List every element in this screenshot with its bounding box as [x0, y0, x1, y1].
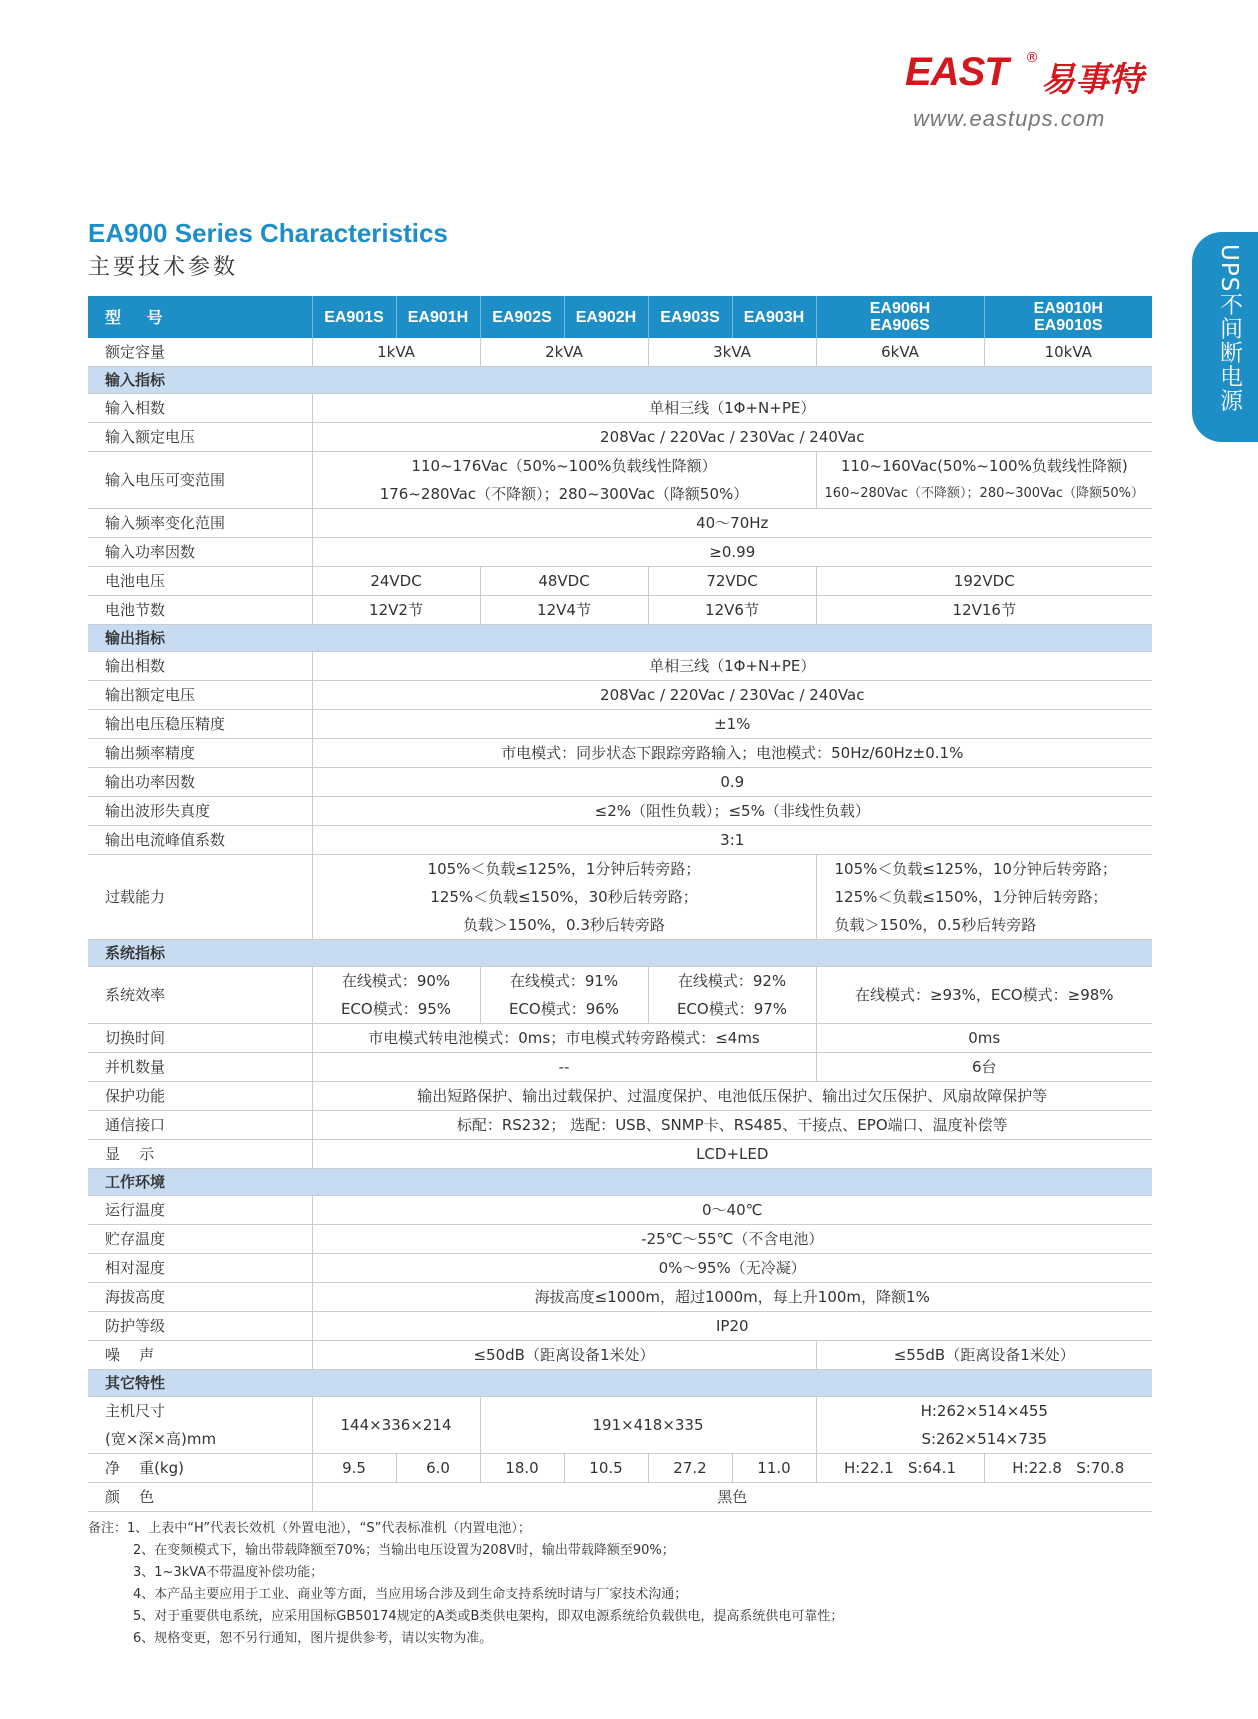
side-category-label: UPS不间断电源 — [1216, 244, 1242, 413]
model-10s: EA9010S — [1034, 317, 1103, 334]
row-label: 额定容量 — [88, 338, 312, 367]
section-title: 输入指标 — [88, 367, 1152, 394]
row-label: 输入相数 — [88, 394, 312, 423]
table-cell: 6.0 — [396, 1454, 480, 1483]
row-label: 输出电流峰值系数 — [88, 826, 312, 855]
model-6s: EA906S — [870, 317, 930, 334]
brand-chinese-name: 易事特 — [1041, 60, 1143, 100]
table-cell — [816, 1397, 1152, 1454]
table-cell: 输出短路保护、输出过载保护、过温度保护、电池低压保护、输出过欠压保护、风扇故障保护等 — [312, 1082, 1152, 1111]
table-row — [88, 1053, 1152, 1082]
row-label: 输出频率精度 — [88, 739, 312, 768]
table-row — [88, 826, 1152, 855]
model-cell: EA902S — [480, 296, 564, 338]
table-cell: LCD+LED — [312, 1140, 1152, 1169]
cell-line: 160~280Vac（不降额）；280~300Vac（降额50%） — [824, 486, 1144, 501]
model-cell-10k — [984, 296, 1152, 338]
table-row — [88, 1111, 1152, 1140]
table-row — [88, 394, 1152, 423]
notes-block — [88, 1518, 1158, 1650]
table-cell: 单相三线（1Φ+N+PE） — [312, 394, 1152, 423]
note-line: 5、对于重要供电系统，应采用国标GB50174规定的A类或B类供电架构，即双电源系统给负载供电，提高系统供电可靠性； — [133, 1609, 844, 1624]
table-row — [88, 1283, 1152, 1312]
model-cell: EA903H — [732, 296, 816, 338]
table-cell: H:22.1 S:64.1 — [816, 1454, 984, 1483]
model-10h: EA9010H — [1033, 300, 1103, 317]
row-label: 电池节数 — [88, 596, 312, 625]
table-cell: 单相三线（1Φ+N+PE） — [312, 652, 1152, 681]
table-cell — [816, 855, 1152, 940]
row-label: 输出相数 — [88, 652, 312, 681]
row-label: 输入额定电压 — [88, 423, 312, 452]
cell-line: ECO模式：95% — [340, 1000, 452, 1018]
table-row — [88, 681, 1152, 710]
table-row — [88, 1341, 1152, 1370]
section-row — [88, 625, 1152, 652]
row-label: 贮存温度 — [88, 1225, 312, 1254]
row-label: 系统效率 — [88, 967, 312, 1024]
cell-line: 负载＞150%，0.3秒后转旁路 — [463, 916, 665, 934]
table-cell: 在线模式：≥93%，ECO模式：≥98% — [816, 967, 1152, 1024]
cell-line: H:262×514×455 — [920, 1402, 1048, 1420]
note-line: 4、本产品主要应用于工业、商业等方面，当应用场合涉及到生命支持系统时请与厂家技术沟通； — [133, 1587, 688, 1602]
row-label: 防护等级 — [88, 1312, 312, 1341]
table-cell: 40～70Hz — [312, 509, 1152, 538]
table-cell: ≤55dB（距离设备1米处） — [816, 1341, 1152, 1370]
cell-line: S:262×514×735 — [921, 1430, 1048, 1448]
row-label: 运行温度 — [88, 1196, 312, 1225]
table-cell: 191×418×335 — [480, 1397, 816, 1454]
table-row — [88, 710, 1152, 739]
row-label: 海拔高度 — [88, 1283, 312, 1312]
row-label: 保护功能 — [88, 1082, 312, 1111]
table-cell: 2kVA — [480, 338, 648, 367]
model-cell: EA901H — [396, 296, 480, 338]
table-cell: 6kVA — [816, 338, 984, 367]
table-row — [88, 1225, 1152, 1254]
table-row — [88, 538, 1152, 567]
section-row — [88, 1169, 1152, 1196]
table-cell: 12V6节 — [648, 596, 816, 625]
table-cell: 标配：RS232； 选配：USB、SNMP卡、RS485、干接点、EPO端口、温度补偿等 — [312, 1111, 1152, 1140]
row-label: 输出波形失真度 — [88, 797, 312, 826]
cell-line: ECO模式：96% — [508, 1000, 620, 1018]
table-row — [88, 855, 1152, 940]
note-line: 2、在变频模式下，输出带载降额至70%；当输出电压设置为208V时，输出带载降额至90%； — [133, 1543, 675, 1558]
table-cell — [312, 452, 816, 509]
table-cell: 11.0 — [732, 1454, 816, 1483]
table-cell: 48VDC — [480, 567, 648, 596]
side-category-tab — [1192, 232, 1258, 442]
model-cell: EA901S — [312, 296, 396, 338]
row-label: 输出功率因数 — [88, 768, 312, 797]
cell-line: 176~280Vac（不降额）；280~300Vac（降额50%） — [379, 485, 749, 503]
table-cell: 12V4节 — [480, 596, 648, 625]
table-cell: 208Vac / 220Vac / 230Vac / 240Vac — [312, 423, 1152, 452]
cell-line: 在线模式：90% — [341, 972, 451, 990]
cell-line: 125%＜负载≤150%，30秒后转旁路； — [430, 888, 698, 906]
table-row — [88, 1397, 1152, 1454]
row-label: 过载能力 — [88, 855, 312, 940]
table-cell: 市电模式：同步状态下跟踪旁路输入；电池模式：50Hz/60Hz±0.1% — [312, 739, 1152, 768]
cell-line: 110~160Vac(50%~100%负载线性降额) — [840, 457, 1128, 475]
row-label: 显 示 — [88, 1140, 312, 1169]
table-cell: 6台 — [816, 1053, 1152, 1082]
cell-line: 在线模式：91% — [509, 972, 619, 990]
table-cell — [312, 967, 480, 1024]
cell-line: 110~176Vac（50%~100%负载线性降额） — [411, 457, 717, 475]
row-label: 净 重(kg) — [88, 1454, 312, 1483]
page-title-cn: 主要技术参数 — [88, 255, 239, 280]
table-cell: 208Vac / 220Vac / 230Vac / 240Vac — [312, 681, 1152, 710]
table-cell: ≥0.99 — [312, 538, 1152, 567]
cell-line: ECO模式：97% — [676, 1000, 788, 1018]
table-cell: 3kVA — [648, 338, 816, 367]
table-cell: IP20 — [312, 1312, 1152, 1341]
table-row — [88, 567, 1152, 596]
section-row — [88, 367, 1152, 394]
cell-line: 105%＜负载≤125%，1分钟后转旁路； — [427, 860, 701, 878]
row-label: 颜 色 — [88, 1483, 312, 1512]
table-cell: 24VDC — [312, 567, 480, 596]
brand-logo — [905, 50, 1155, 135]
table-row — [88, 1454, 1152, 1483]
row-label — [88, 1397, 312, 1454]
table-cell: -- — [312, 1053, 816, 1082]
table-cell: H:22.8 S:70.8 — [984, 1454, 1152, 1483]
table-cell — [480, 967, 648, 1024]
row-label: 通信接口 — [88, 1111, 312, 1140]
cell-line: 125%＜负载≤150%，1分钟后转旁路； — [834, 888, 1108, 906]
table-cell: 0%～95%（无冷凝） — [312, 1254, 1152, 1283]
table-cell: 3:1 — [312, 826, 1152, 855]
row-label: 电池电压 — [88, 567, 312, 596]
section-title: 输出指标 — [88, 625, 1152, 652]
section-row — [88, 940, 1152, 967]
note-line: 备注：1、上表中“H”代表长效机（外置电池），“S”代表标准机（内置电池）； — [88, 1521, 531, 1536]
row-label: 输入功率因数 — [88, 538, 312, 567]
row-label: 输出电压稳压精度 — [88, 710, 312, 739]
cell-line: (宽×深×高)mm — [105, 1430, 217, 1448]
table-row — [88, 423, 1152, 452]
brand-wordmark: EAST — [905, 50, 1008, 94]
table-cell: 192VDC — [816, 567, 1152, 596]
cell-line: 主机尺寸 — [105, 1402, 166, 1420]
cell-line: 在线模式：92% — [677, 972, 787, 990]
table-row — [88, 452, 1152, 509]
row-label: 切换时间 — [88, 1024, 312, 1053]
table-cell — [648, 967, 816, 1024]
table-row — [88, 1254, 1152, 1283]
table-row — [88, 1483, 1152, 1512]
table-row — [88, 797, 1152, 826]
row-label: 输出额定电压 — [88, 681, 312, 710]
section-title: 其它特性 — [88, 1370, 1152, 1397]
table-cell — [816, 452, 1152, 509]
row-label: 噪 声 — [88, 1341, 312, 1370]
note-line: 6、规格变更，恕不另行通知，图片提供参考，请以实物为准。 — [133, 1631, 493, 1646]
model-cell-6k — [816, 296, 984, 338]
table-row — [88, 739, 1152, 768]
table-row — [88, 1140, 1152, 1169]
model-6h: EA906H — [869, 300, 931, 317]
table-cell: ≤2%（阻性负载）；≤5%（非线性负载） — [312, 797, 1152, 826]
table-cell: 10kVA — [984, 338, 1152, 367]
cell-line: 105%＜负载≤125%，10分钟后转旁路； — [834, 860, 1117, 878]
model-cell: EA902H — [564, 296, 648, 338]
table-row — [88, 1082, 1152, 1111]
table-cell: 72VDC — [648, 567, 816, 596]
table-cell: ≤50dB（距离设备1米处） — [312, 1341, 816, 1370]
registered-mark: ® — [1025, 50, 1039, 66]
row-label: 输入电压可变范围 — [88, 452, 312, 509]
table-row — [88, 596, 1152, 625]
table-cell: 144×336×214 — [312, 1397, 480, 1454]
model-cell: EA903S — [648, 296, 732, 338]
row-label: 输入频率变化范围 — [88, 509, 312, 538]
table-row — [88, 509, 1152, 538]
section-row — [88, 1370, 1152, 1397]
note-line: 3、1~3kVA不带温度补偿功能； — [133, 1565, 324, 1580]
table-row — [88, 652, 1152, 681]
table-cell — [312, 855, 816, 940]
page-title-en: EA900 Series Characteristics — [88, 218, 448, 248]
cell-line: 负载＞150%，0.5秒后转旁路 — [834, 916, 1037, 934]
table-header-row — [88, 296, 1152, 338]
table-row — [88, 1024, 1152, 1053]
table-row — [88, 1196, 1152, 1225]
table-cell: ±1% — [312, 710, 1152, 739]
table-cell: 18.0 — [480, 1454, 564, 1483]
table-cell: 黑色 — [312, 1483, 1152, 1512]
brand-url: www.eastups.com — [913, 106, 1106, 131]
table-cell: 1kVA — [312, 338, 480, 367]
table-cell: 12V2节 — [312, 596, 480, 625]
table-cell: 10.5 — [564, 1454, 648, 1483]
header-label: 型 号 — [88, 296, 312, 338]
spec-table — [88, 296, 1152, 1512]
table-cell: 0.9 — [312, 768, 1152, 797]
table-cell: 27.2 — [648, 1454, 732, 1483]
table-cell: 0～40℃ — [312, 1196, 1152, 1225]
row-label: 并机数量 — [88, 1053, 312, 1082]
table-row — [88, 768, 1152, 797]
table-row — [88, 1312, 1152, 1341]
section-title: 工作环境 — [88, 1169, 1152, 1196]
table-row — [88, 967, 1152, 1024]
section-title: 系统指标 — [88, 940, 1152, 967]
table-row — [88, 338, 1152, 367]
table-cell: 市电模式转电池模式：0ms；市电模式转旁路模式：≤4ms — [312, 1024, 816, 1053]
table-cell: 12V16节 — [816, 596, 1152, 625]
table-cell: 0ms — [816, 1024, 1152, 1053]
table-cell: 海拔高度≤1000m，超过1000m，每上升100m，降额1% — [312, 1283, 1152, 1312]
row-label: 相对湿度 — [88, 1254, 312, 1283]
table-cell: 9.5 — [312, 1454, 396, 1483]
table-cell: -25℃～55℃（不含电池） — [312, 1225, 1152, 1254]
